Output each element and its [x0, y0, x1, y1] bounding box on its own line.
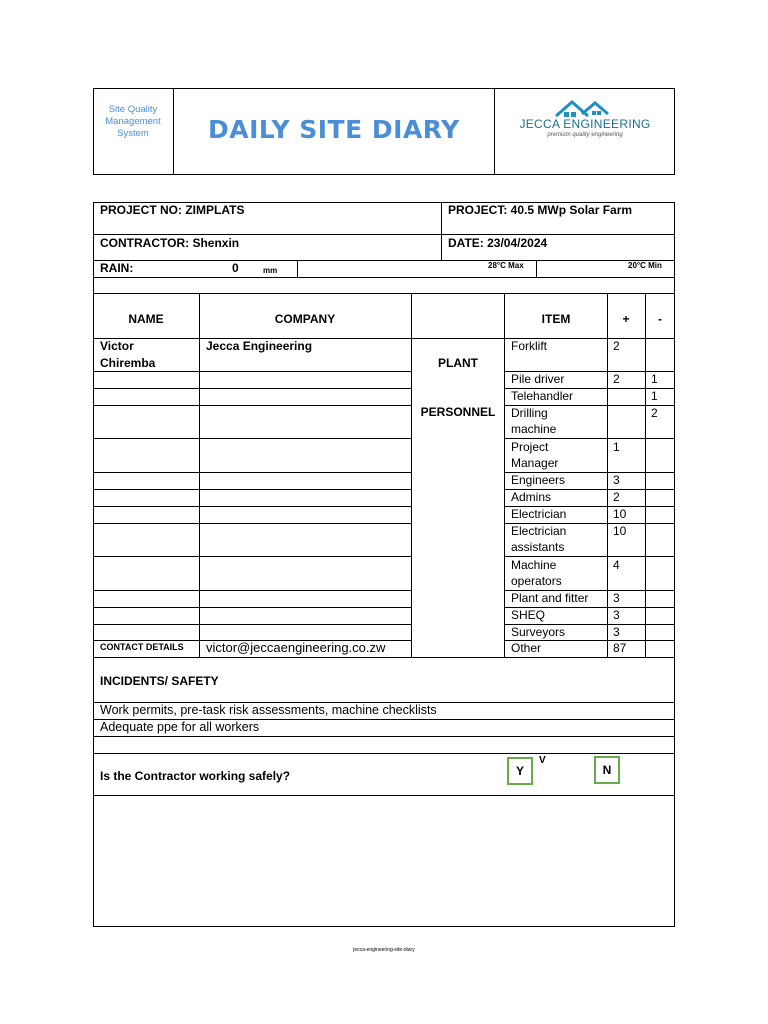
rule	[411, 293, 412, 658]
col-name-header: NAME	[128, 312, 164, 326]
incidents-box	[93, 657, 675, 927]
rule	[93, 338, 675, 339]
item-label-line2: machine	[511, 422, 557, 436]
item-plus: 2	[613, 339, 620, 353]
safety-question: Is the Contractor working safely?	[100, 769, 291, 783]
item-label-line2: Manager	[511, 456, 559, 470]
item-plus: 10	[613, 507, 627, 521]
item-label: Other	[511, 641, 542, 655]
rule	[93, 438, 411, 439]
rule	[297, 260, 298, 277]
item-plus: 87	[613, 641, 627, 655]
item-plus: 3	[613, 608, 620, 622]
item-plus: 3	[613, 591, 620, 605]
rule	[93, 523, 411, 524]
item-label: Forklift	[511, 339, 547, 353]
logo-name: JECCA ENGINEERING	[519, 117, 651, 131]
item-label: Project	[511, 440, 549, 454]
item-label-line2: assistants	[511, 540, 565, 554]
rule	[645, 293, 646, 658]
item-label-line2: operators	[511, 574, 562, 588]
item-label: Telehandler	[511, 389, 574, 403]
person-name-line1: Victor	[100, 339, 134, 353]
rain-value: 0	[232, 261, 239, 275]
item-plus: 3	[613, 473, 620, 487]
item-label: Admins	[511, 490, 552, 504]
rule	[441, 202, 442, 260]
item-label: Engineers	[511, 473, 566, 487]
rule	[93, 590, 411, 591]
rule	[93, 388, 411, 389]
system-label: Site Quality Management System	[105, 104, 161, 139]
item-label: Surveyors	[511, 625, 566, 639]
item-plus: 10	[613, 524, 627, 538]
rule	[607, 293, 608, 658]
item-label: Electrician	[511, 507, 567, 521]
contractor: CONTRACTOR: Shenxin	[100, 236, 240, 250]
item-label: SHEQ	[511, 608, 546, 622]
header-divider-1	[173, 88, 174, 175]
rule	[93, 277, 675, 278]
rule	[199, 293, 200, 658]
col-minus-header: -	[658, 312, 662, 326]
item-plus: 1	[613, 440, 620, 454]
rain-label: RAIN:	[100, 261, 134, 275]
rule	[93, 736, 675, 737]
yes-check-mark: V	[539, 755, 546, 766]
rule	[93, 260, 675, 261]
rule	[93, 506, 411, 507]
page-title: DAILY SITE DIARY	[208, 115, 460, 144]
item-label: Pile driver	[511, 372, 565, 386]
personnel-label: PERSONNEL	[420, 405, 496, 419]
rule	[536, 260, 537, 277]
footer-text: jecca-engineering-site-diary	[353, 947, 415, 953]
contact-email: victor@jeccaengineering.co.zw	[206, 640, 386, 655]
item-minus: 1	[651, 372, 658, 386]
temp-max: 28°C Max	[488, 261, 524, 270]
incidents-heading: INCIDENTS/ SAFETY	[100, 674, 219, 688]
logo	[500, 92, 670, 170]
item-minus: 1	[651, 389, 658, 403]
project-name: PROJECT: 40.5 MWp Solar Farm	[448, 203, 633, 217]
logo-tagline: premium quality engineering	[547, 132, 623, 138]
contact-label: CONTACT DETAILS	[100, 642, 184, 652]
no-box[interactable]: N	[594, 756, 620, 784]
item-plus: 2	[613, 372, 620, 386]
temp-min: 20°C Min	[628, 261, 662, 270]
rule	[93, 607, 411, 608]
rule	[93, 489, 411, 490]
col-item-header: ITEM	[541, 312, 571, 326]
rule	[93, 795, 675, 796]
header-divider-2	[494, 88, 495, 175]
plant-label: PLANT	[438, 356, 478, 370]
company-name: Jecca Engineering	[206, 339, 313, 353]
item-label: Machine	[511, 558, 557, 572]
rule	[93, 753, 675, 754]
item-minus: 2	[651, 406, 658, 420]
item-label: Electrician	[511, 524, 567, 538]
col-company-header: COMPANY	[274, 312, 336, 326]
project-no: PROJECT NO: ZIMPLATS	[100, 203, 245, 217]
item-plus: 4	[613, 558, 620, 572]
person-name-line2: Chiremba	[100, 356, 156, 370]
yes-box[interactable]: Y	[507, 757, 533, 785]
item-label: Plant and fitter	[511, 591, 589, 605]
rule	[93, 405, 411, 406]
col-plus-header: +	[622, 312, 630, 326]
incident-line-2: Adequate ppe for all workers	[100, 720, 260, 734]
rule	[93, 624, 411, 625]
rule	[93, 556, 411, 557]
rule	[93, 371, 411, 372]
incident-line-1: Work permits, pre-task risk assessments, machine checklists	[100, 703, 437, 717]
item-plus: 3	[613, 625, 620, 639]
rule	[504, 293, 505, 658]
item-label: Drilling	[511, 406, 548, 420]
item-plus: 2	[613, 490, 620, 504]
rain-unit: mm	[263, 266, 278, 275]
rule	[93, 472, 411, 473]
date: DATE: 23/04/2024	[448, 236, 548, 250]
